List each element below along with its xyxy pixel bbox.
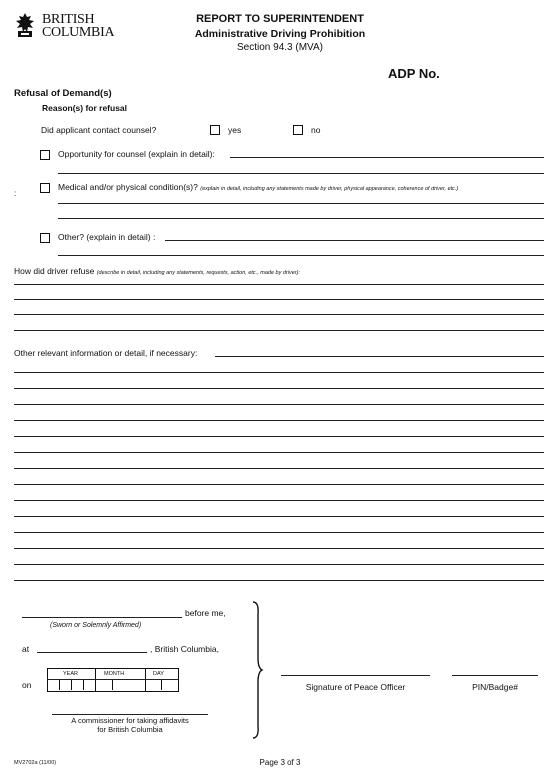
sworn-note: (Sworn or Solemnly Affirmed) — [50, 622, 142, 629]
bc-logo — [12, 12, 122, 42]
other-info-line[interactable] — [14, 372, 544, 373]
commissioner-text-2: for British Columbia — [97, 725, 163, 734]
other-info-line[interactable] — [14, 564, 544, 565]
other-info-line[interactable] — [14, 404, 544, 405]
at-location-line[interactable] — [37, 652, 147, 653]
sworn-line[interactable] — [22, 617, 182, 618]
at-label: at — [22, 644, 30, 654]
other-info-line[interactable] — [14, 516, 544, 517]
other-line[interactable] — [165, 240, 544, 241]
logo-line-2: COLUMBIA — [42, 25, 115, 40]
logo-line-1: BRITISH — [42, 12, 95, 27]
refuse-line[interactable] — [14, 299, 544, 300]
counsel-no-checkbox[interactable] — [293, 125, 303, 135]
date-tick — [59, 680, 60, 690]
pin-badge-label: PIN/Badge# — [472, 682, 518, 692]
page-number: Page 3 of 3 — [259, 758, 301, 767]
refuse-note: (describe in detail, including any statements, requests, action, etc., made by driver): — [96, 270, 300, 276]
day-label: DAY — [153, 671, 164, 677]
other-info-line[interactable] — [14, 388, 544, 389]
margin-mark: : — [14, 189, 17, 198]
counsel-yes-checkbox[interactable] — [210, 125, 220, 135]
other-line[interactable] — [58, 255, 544, 256]
adp-number-label: ADP No. — [388, 66, 440, 81]
other-info-line[interactable] — [14, 580, 544, 581]
bc-label: , British Columbia, — [150, 644, 219, 654]
refuse-line[interactable] — [14, 330, 544, 331]
other-info-label: Other relevant information or detail, if necessary: — [14, 348, 198, 358]
medical-checkbox[interactable] — [40, 183, 50, 193]
date-tick — [83, 680, 84, 690]
other-info-line[interactable] — [14, 532, 544, 533]
refuse-question — [14, 266, 300, 276]
other-info-line[interactable] — [14, 548, 544, 549]
brace-icon — [250, 600, 264, 740]
date-tick — [71, 680, 72, 690]
counsel-no-label: no — [311, 125, 321, 135]
before-me-label: before me, — [185, 608, 226, 618]
opportunity-label: Opportunity for counsel (explain in detail): — [58, 149, 215, 159]
on-label: on — [22, 680, 32, 690]
other-info-line[interactable] — [14, 420, 544, 421]
medical-label — [58, 182, 458, 192]
month-label: MONTH — [104, 671, 125, 677]
date-tick — [112, 680, 113, 690]
year-label: YEAR — [63, 671, 78, 677]
other-info-line[interactable] — [14, 500, 544, 501]
officer-signature-label: Signature of Peace Officer — [305, 682, 406, 692]
refuse-line[interactable] — [14, 314, 544, 315]
refusal-heading: Refusal of Demand(s) — [14, 88, 112, 99]
form-number: MV2702a (11/00) — [14, 760, 57, 766]
officer-signature-line[interactable] — [281, 675, 430, 676]
refuse-line[interactable] — [14, 284, 544, 285]
commissioner-line[interactable] — [52, 714, 208, 715]
opportunity-line[interactable] — [230, 157, 544, 158]
medical-label-text: Medical and/or physical condition(s)? — [58, 182, 198, 192]
bc-crest-icon — [12, 12, 38, 40]
other-checkbox[interactable] — [40, 233, 50, 243]
reasons-heading: Reason(s) for refusal — [42, 103, 128, 113]
commissioner-text-1: A commissioner for taking affidavits — [71, 716, 189, 725]
pin-badge-line[interactable] — [452, 675, 538, 676]
page-subtitle: Administrative Driving Prohibition — [194, 28, 366, 40]
other-info-line[interactable] — [14, 484, 544, 485]
other-info-line[interactable] — [14, 452, 544, 453]
medical-note: (explain in detail, including any statements made by driver, physical appearance, coherence of driver, etc.) — [200, 186, 459, 192]
opportunity-line[interactable] — [58, 173, 544, 174]
counsel-yes-label: yes — [228, 125, 242, 135]
page-title: REPORT TO SUPERINTENDENT — [196, 13, 364, 25]
medical-line[interactable] — [58, 218, 544, 219]
other-label: Other? (explain in detail) : — [58, 232, 156, 242]
opportunity-checkbox[interactable] — [40, 150, 50, 160]
refuse-question-text: How did driver refuse — [14, 266, 95, 276]
medical-line[interactable] — [58, 203, 544, 204]
other-info-line[interactable] — [215, 356, 544, 357]
date-tick — [161, 680, 162, 690]
other-info-line[interactable] — [14, 436, 544, 437]
section-ref: Section 94.3 (MVA) — [237, 42, 323, 53]
commissioner-caption — [52, 716, 208, 734]
other-info-line[interactable] — [14, 468, 544, 469]
counsel-question: Did applicant contact counsel? — [41, 125, 157, 135]
